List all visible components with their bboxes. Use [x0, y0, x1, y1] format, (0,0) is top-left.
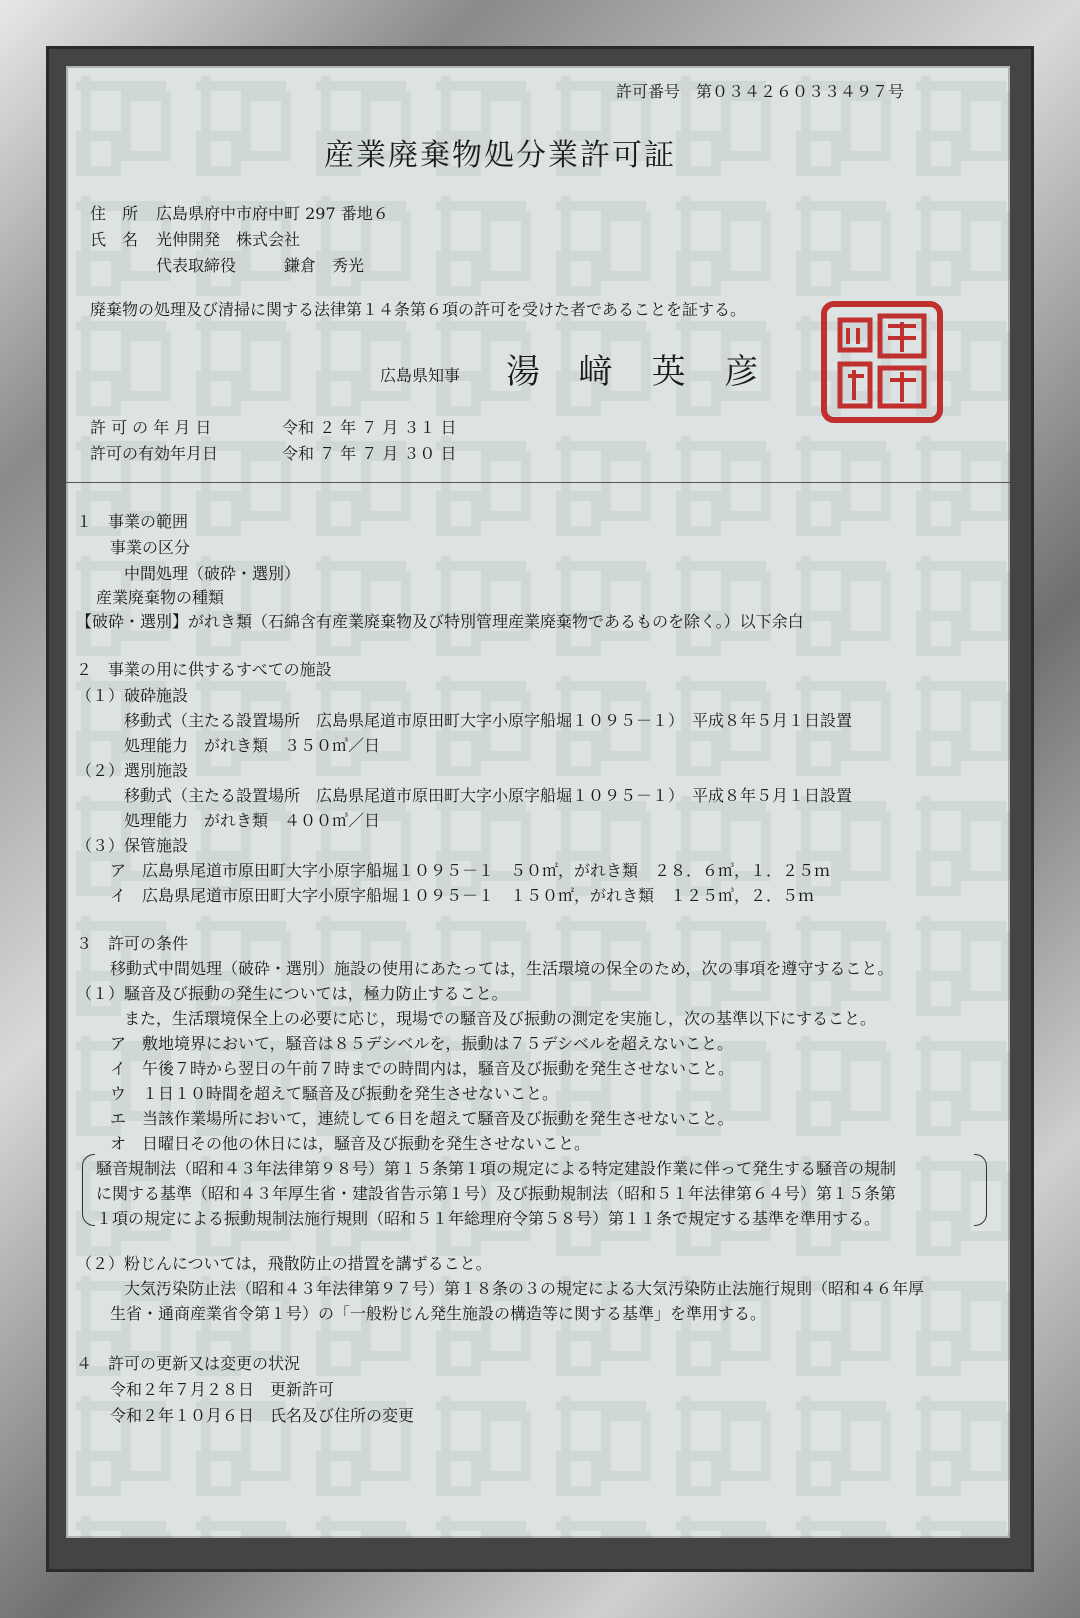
- valid-date-label: 許可の有効年月日: [90, 444, 219, 463]
- section-1-heading: １ 事業の範囲: [76, 512, 189, 531]
- condition-2-line-b: 生省・通商産業省令第１号）の「一般粉じん発生施設の構造等に関する基準」を準用する。: [110, 1304, 767, 1323]
- facility-2-line-a: 移動式（主たる設置場所 広島県尾道市原田町大字小原字船堀１０９５－１） 平成８年５月１日設置: [124, 786, 853, 805]
- section-1-line-1: 事業の区分: [110, 538, 191, 557]
- condition-2-line-a: 大気汚染防止法（昭和４３年法律第９７号）第１８条の３の規定による大気汚染防止法施行規則（昭和４６年厚: [124, 1279, 925, 1298]
- representative: 代表取締役 鎌倉 秀光: [156, 256, 365, 275]
- condition-2: （２）粉じんについては，飛散防止の措置を講ずること。: [76, 1254, 492, 1273]
- governor-title: 広島県知事: [380, 366, 461, 385]
- section-4-heading: ４ 許可の更新又は変更の状況: [76, 1354, 301, 1373]
- section-1-line-2: 中間処理（破砕・選別）: [124, 564, 301, 583]
- history-row-1: 令和２年７月２８日 更新許可: [110, 1380, 335, 1399]
- condition-1-text: また，生活環境保全上の必要に応じ，現場での騒音及び振動の測定を実施し，次の基準以下にすること。: [124, 1009, 877, 1028]
- history-row-2: 令和２年１０月６日 氏名及び住所の変更: [110, 1406, 415, 1425]
- facility-3-line-a: ア 広島県尾道市原田町大字小原字船堀１０９５－１ ５０㎡，がれき類 ２８．６㎥，１．２５ｍ: [110, 861, 831, 880]
- permit-date-label: 許 可 の 年 月 日: [90, 418, 212, 437]
- name-label: 氏 名: [90, 230, 139, 249]
- address-label: 住 所: [90, 204, 139, 223]
- bracket-right: [974, 1154, 987, 1226]
- facility-2: （２）選別施設: [76, 761, 189, 780]
- certification-text: 廃棄物の処理及び清掃に関する法律第１４条第６項の許可を受けた者であることを証する。: [90, 300, 747, 319]
- condition-intro: 移動式中間処理（破砕・選別）施設の使用にあたっては，生活環境の保全のため，次の事項を遵守すること。: [110, 959, 894, 978]
- facility-3-line-b: イ 広島県尾道市原田町大字小原字船堀１０９５－１ １５０㎡，がれき類 １２５㎥，２．５ｍ: [110, 886, 815, 905]
- valid-date-value: 令和 ７ 年 ７ 月 ３０ 日: [282, 444, 457, 463]
- permit-certificate: [66, 66, 1010, 1538]
- condition-item-i: イ 午後７時から翌日の午前７時までの時間内は，騒音及び振動を発生させないこと。: [110, 1059, 735, 1078]
- address-value: 広島県府中市府中町 297 番地６: [156, 204, 389, 223]
- bracket-text-2: に関する基準（昭和４３年厚生省・建設省告示第１号）及び振動規制法（昭和５１年法律第６４号）第１５条第: [96, 1184, 897, 1203]
- section-1-line-4: 【破砕・選別】がれき類（石綿含有産業廃棄物及び特別管理産業廃棄物であるものを除く。）以下余白: [76, 612, 804, 631]
- facility-2-line-b: 処理能力 がれき類 ４００㎥／日: [124, 811, 381, 830]
- divider: [66, 482, 1010, 483]
- bracket-left: [82, 1154, 95, 1226]
- condition-item-u: ウ １日１０時間を超えて騒音及び振動を発生させないこと。: [110, 1084, 559, 1103]
- condition-1: （１）騒音及び振動の発生については，極力防止すること。: [76, 984, 508, 1003]
- section-2-heading: ２ 事業の用に供するすべての施設: [76, 660, 332, 679]
- condition-item-e: エ 当該作業場所において，連続して６日を超えて騒音及び振動を発生させないこと。: [110, 1109, 734, 1128]
- page-title: 産業廃棄物処分業許可証: [324, 138, 676, 173]
- facility-3: （３）保管施設: [76, 836, 189, 855]
- governor-name: 湯 﨑 英 彦: [506, 352, 773, 392]
- company-name: 光伸開発 株式会社: [156, 230, 301, 249]
- bracket-text-3: １項の規定による振動規制法施行規則（昭和５１年総理府令第５８号）第１１条で規定する基準を準用する。: [96, 1209, 881, 1228]
- bracket-text-1: 騒音規制法（昭和４３年法律第９８号）第１５条第１項の規定による特定建設作業に伴って発生する騒音の規制: [96, 1159, 897, 1178]
- facility-1-line-a: 移動式（主たる設置場所 広島県尾道市原田町大字小原字船堀１０９５－１） 平成８年５月１日設置: [124, 711, 853, 730]
- permit-number: 許可番号 第０３４２６０３３４９７号: [616, 82, 905, 101]
- permit-date-value: 令和 ２ 年 ７ 月 ３１ 日: [282, 418, 457, 437]
- facility-1-line-b: 処理能力 がれき類 ３５０㎥／日: [124, 736, 381, 755]
- section-1-line-3: 産業廃棄物の種類: [96, 588, 225, 607]
- prefecture-seal: [818, 298, 946, 426]
- condition-item-a: ア 敷地境界において，騒音は８５デシベルを，振動は７５デシベルを超えないこと。: [110, 1034, 734, 1053]
- section-3-heading: ３ 許可の条件: [76, 934, 189, 953]
- condition-item-o: オ 日曜日その他の休日には，騒音及び振動を発生させないこと。: [110, 1134, 591, 1153]
- facility-1: （１）破砕施設: [76, 686, 189, 705]
